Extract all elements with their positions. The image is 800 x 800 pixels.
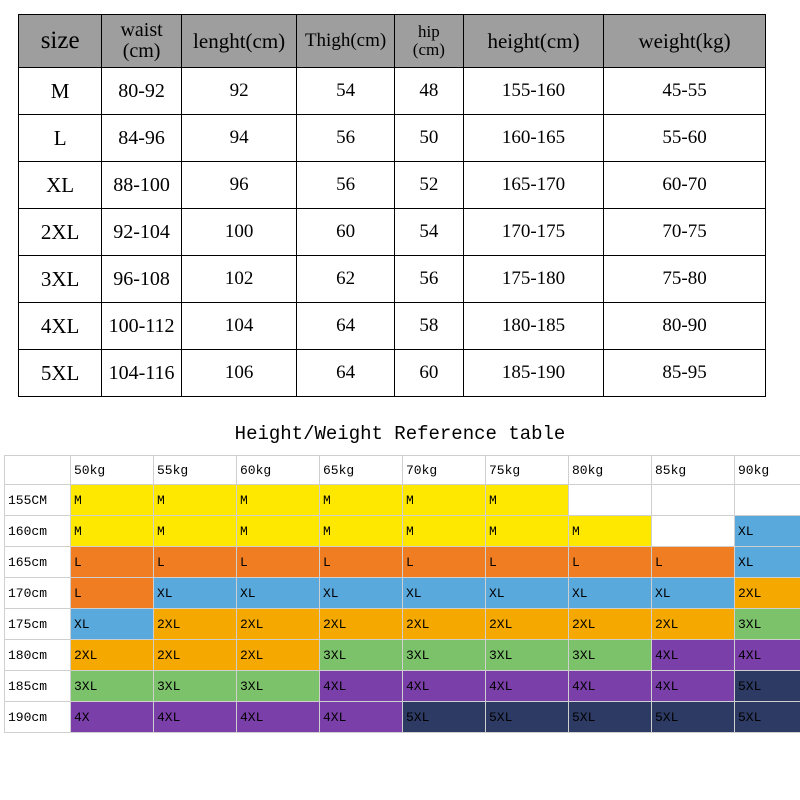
table-row [19, 303, 766, 350]
size-table-body [19, 68, 766, 397]
reference-size-cell: 5XL [486, 702, 569, 733]
table-row [5, 547, 800, 578]
cell-waist: 92-104 [102, 209, 182, 256]
reference-size-cell: 2XL [735, 578, 800, 609]
cell-length: 106 [181, 350, 296, 397]
cell-weight: 55-60 [604, 115, 766, 162]
reference-weight-header: 80kg [569, 456, 652, 485]
reference-size-cell [735, 485, 800, 516]
cell-size: 3XL [19, 256, 102, 303]
reference-size-cell: 2XL [237, 640, 320, 671]
reference-size-cell: 5XL [735, 702, 800, 733]
reference-size-cell: 2XL [320, 609, 403, 640]
reference-size-cell [652, 485, 735, 516]
cell-waist: 88-100 [102, 162, 182, 209]
reference-size-cell: L [486, 547, 569, 578]
reference-table [4, 455, 800, 733]
cell-weight: 70-75 [604, 209, 766, 256]
reference-size-cell: L [320, 547, 403, 578]
cell-height: 165-170 [463, 162, 603, 209]
size-chart-table [18, 14, 766, 385]
reference-size-cell: 2XL [154, 640, 237, 671]
reference-weight-header: 90kg [735, 456, 800, 485]
reference-height-label: 165cm [5, 547, 71, 578]
table-row [19, 115, 766, 162]
header-waist-line2: (cm) [122, 40, 161, 62]
cell-weight: 45-55 [604, 68, 766, 115]
cell-height: 160-165 [463, 115, 603, 162]
cell-thigh: 64 [297, 350, 395, 397]
cell-length: 100 [181, 209, 296, 256]
reference-size-cell: L [569, 547, 652, 578]
reference-size-cell: 4XL [652, 671, 735, 702]
cell-thigh: 56 [297, 115, 395, 162]
header-weight: weight(kg) [604, 15, 766, 68]
cell-height: 170-175 [463, 209, 603, 256]
reference-size-cell: 4XL [154, 702, 237, 733]
cell-size: M [19, 68, 102, 115]
cell-height: 155-160 [463, 68, 603, 115]
cell-length: 102 [181, 256, 296, 303]
reference-size-cell: 3XL [569, 640, 652, 671]
reference-weight-header: 55kg [154, 456, 237, 485]
reference-size-cell: 3XL [71, 671, 154, 702]
reference-size-cell: 4XL [320, 702, 403, 733]
reference-size-cell: M [154, 516, 237, 547]
cell-hip: 52 [394, 162, 463, 209]
cell-weight: 80-90 [604, 303, 766, 350]
reference-size-cell: XL [652, 578, 735, 609]
reference-size-cell: XL [320, 578, 403, 609]
cell-waist: 80-92 [102, 68, 182, 115]
reference-size-cell: 4XL [735, 640, 800, 671]
reference-size-cell: M [71, 485, 154, 516]
header-length: lenght(cm) [181, 15, 296, 68]
reference-weight-header: 85kg [652, 456, 735, 485]
reference-size-cell: L [652, 547, 735, 578]
cell-length: 94 [181, 115, 296, 162]
table-row [5, 578, 800, 609]
reference-size-cell: 5XL [569, 702, 652, 733]
reference-size-cell: M [320, 485, 403, 516]
reference-size-cell: XL [735, 516, 800, 547]
reference-size-cell: 4XL [237, 702, 320, 733]
cell-hip: 54 [394, 209, 463, 256]
reference-size-cell: XL [403, 578, 486, 609]
reference-size-cell: L [237, 547, 320, 578]
size-table [18, 14, 766, 397]
cell-size: 4XL [19, 303, 102, 350]
reference-weight-header: 65kg [320, 456, 403, 485]
reference-size-cell: 3XL [735, 609, 800, 640]
reference-size-cell: 5XL [735, 671, 800, 702]
cell-weight: 75-80 [604, 256, 766, 303]
reference-size-cell: XL [735, 547, 800, 578]
reference-height-label: 170cm [5, 578, 71, 609]
table-row [5, 609, 800, 640]
cell-waist: 104-116 [102, 350, 182, 397]
reference-table-title: Height/Weight Reference table [234, 423, 566, 445]
reference-size-cell: XL [486, 578, 569, 609]
reference-height-label: 160cm [5, 516, 71, 547]
reference-size-cell: 2XL [154, 609, 237, 640]
reference-size-cell: L [403, 547, 486, 578]
reference-weight-header: 70kg [403, 456, 486, 485]
reference-height-label: 190cm [5, 702, 71, 733]
reference-size-cell: XL [569, 578, 652, 609]
size-table-header [19, 15, 766, 68]
cell-waist: 84-96 [102, 115, 182, 162]
reference-table-header-row [5, 456, 800, 485]
table-row [19, 209, 766, 256]
reference-size-cell: XL [154, 578, 237, 609]
cell-waist: 100-112 [102, 303, 182, 350]
reference-size-cell: 5XL [403, 702, 486, 733]
cell-weight: 60-70 [604, 162, 766, 209]
reference-size-cell: M [486, 516, 569, 547]
reference-size-cell: XL [71, 609, 154, 640]
table-row [19, 162, 766, 209]
cell-thigh: 60 [297, 209, 395, 256]
table-row [19, 68, 766, 115]
reference-weight-header: 60kg [237, 456, 320, 485]
cell-thigh: 64 [297, 303, 395, 350]
reference-size-cell: L [71, 547, 154, 578]
table-row [5, 516, 800, 547]
cell-length: 104 [181, 303, 296, 350]
reference-size-cell: 3XL [320, 640, 403, 671]
cell-height: 175-180 [463, 256, 603, 303]
table-row [19, 350, 766, 397]
cell-thigh: 62 [297, 256, 395, 303]
reference-size-cell: M [237, 485, 320, 516]
reference-size-cell [652, 516, 735, 547]
table-row [5, 640, 800, 671]
reference-size-cell: 3XL [403, 640, 486, 671]
cell-size: 5XL [19, 350, 102, 397]
cell-height: 185-190 [463, 350, 603, 397]
reference-corner-cell [5, 456, 71, 485]
reference-size-cell: 4XL [569, 671, 652, 702]
reference-size-cell: M [237, 516, 320, 547]
reference-size-cell: 2XL [569, 609, 652, 640]
reference-size-cell: M [403, 516, 486, 547]
reference-size-cell: 4XL [403, 671, 486, 702]
reference-table-body [5, 485, 800, 733]
reference-height-label: 180cm [5, 640, 71, 671]
header-hip-line1: hip [417, 22, 440, 42]
table-row [5, 671, 800, 702]
reference-size-cell: 5XL [652, 702, 735, 733]
cell-weight: 85-95 [604, 350, 766, 397]
reference-size-cell: 2XL [403, 609, 486, 640]
reference-size-cell: M [320, 516, 403, 547]
reference-size-cell: 2XL [652, 609, 735, 640]
header-height: height(cm) [463, 15, 603, 68]
header-hip [394, 15, 463, 68]
cell-hip: 50 [394, 115, 463, 162]
reference-size-cell: L [71, 578, 154, 609]
cell-waist: 96-108 [102, 256, 182, 303]
cell-length: 96 [181, 162, 296, 209]
height-weight-reference-table [0, 415, 800, 753]
reference-size-cell: 4XL [320, 671, 403, 702]
cell-length: 92 [181, 68, 296, 115]
table-row [5, 702, 800, 733]
cell-thigh: 56 [297, 162, 395, 209]
reference-size-cell: M [486, 485, 569, 516]
reference-size-cell: L [154, 547, 237, 578]
cell-height: 180-185 [463, 303, 603, 350]
reference-weight-header: 50kg [71, 456, 154, 485]
reference-weight-header: 75kg [486, 456, 569, 485]
reference-size-cell: 3XL [237, 671, 320, 702]
cell-hip: 60 [394, 350, 463, 397]
header-hip-line2: (cm) [412, 40, 445, 59]
reference-size-cell: 3XL [486, 640, 569, 671]
reference-size-cell: 3XL [154, 671, 237, 702]
reference-size-cell: XL [237, 578, 320, 609]
reference-size-cell: 4XL [652, 640, 735, 671]
reference-size-cell: M [403, 485, 486, 516]
cell-size: XL [19, 162, 102, 209]
size-table-header-row [19, 15, 766, 68]
reference-table-header [5, 456, 800, 485]
reference-height-label: 185cm [5, 671, 71, 702]
cell-hip: 58 [394, 303, 463, 350]
header-thigh: Thigh(cm) [297, 15, 395, 68]
cell-hip: 48 [394, 68, 463, 115]
reference-size-cell: 4X [71, 702, 154, 733]
reference-size-cell: 2XL [237, 609, 320, 640]
cell-thigh: 54 [297, 68, 395, 115]
reference-height-label: 175cm [5, 609, 71, 640]
table-row [19, 256, 766, 303]
header-size: size [19, 15, 102, 68]
table-row [5, 485, 800, 516]
reference-height-label: 155CM [5, 485, 71, 516]
cell-size: L [19, 115, 102, 162]
reference-size-cell [569, 485, 652, 516]
reference-size-cell: M [71, 516, 154, 547]
reference-size-cell: 4XL [486, 671, 569, 702]
header-waist-line1: waist [120, 19, 163, 41]
reference-size-cell: M [569, 516, 652, 547]
header-waist [102, 15, 182, 68]
reference-size-cell: 2XL [71, 640, 154, 671]
cell-hip: 56 [394, 256, 463, 303]
cell-size: 2XL [19, 209, 102, 256]
reference-size-cell: 2XL [486, 609, 569, 640]
reference-size-cell: M [154, 485, 237, 516]
